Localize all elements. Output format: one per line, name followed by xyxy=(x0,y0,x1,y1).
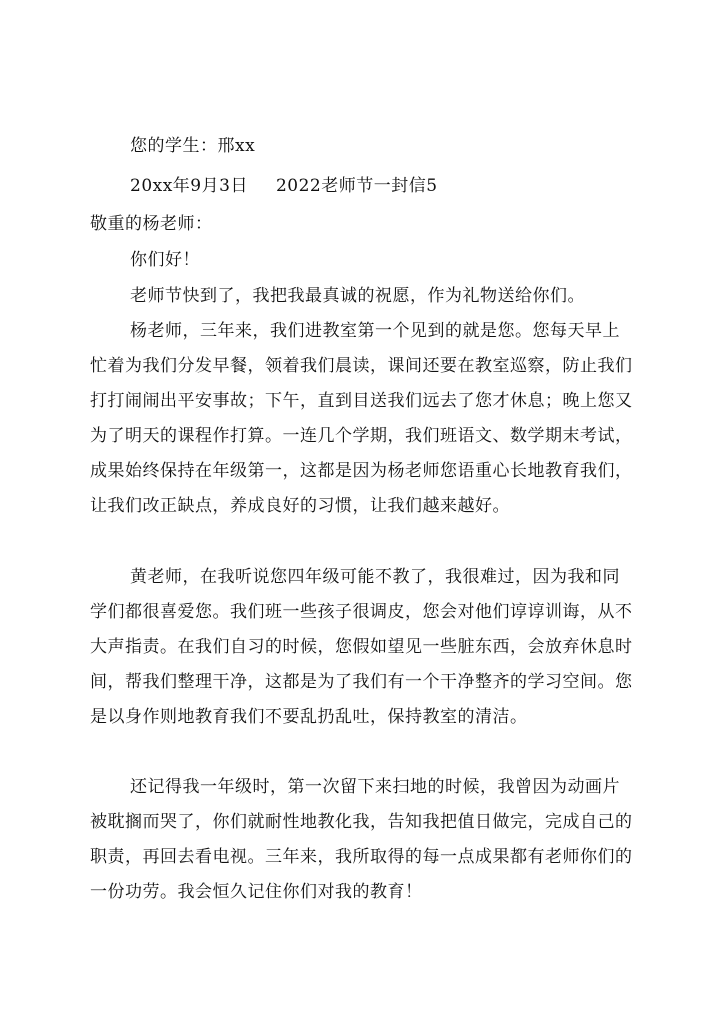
body-paragraph-2: 杨老师，三年来，我们进教室第一个见到的就是您。您每天早上忙着为我们分发早餐，领着我们晨读，课间还要在教室巡察，防止我们打打闹闹出平安事故；下午，直到目送我们远去了您才休息；晚上您又为了明天的课程作打算。一连几个学期，我们班语文、数学期末考试，成果始终保持在年级第一，这都是因为杨老师您语重心长地教育我们，让我们改正缺点，养成良好的习惯，让我们越来越好。 xyxy=(90,321,633,516)
body-paragraph-4: 还记得我一年级时，第一次留下来扫地的时候，我曾因为动画片被耽搁而哭了，你们就耐性地教化我，告知我把值日做完，完成自己的职责，再回去看电视。三年来，我所取得的每一点成果都有老师你们的一份功劳。我会恒久记住你们对我的教育！ xyxy=(90,777,633,902)
previous-letter-date: 20xx年9月3日 xyxy=(130,176,248,196)
previous-letter-signature: 您的学生：邢xx xyxy=(130,136,256,156)
body-paragraph-3: 黄老师，在我听说您四年级可能不教了，我很难过，因为我和同学们都很喜爱您。我们班一些孩子很调皮，您会对他们谆谆训诲，从不大声指责。在我们自习的时候，您假如望见一些脏东西，会放弃休息时间，帮我们整理干净，这都是为了我们有一个干净整齐的学习空间。您是以身作则地教育我们不要乱扔乱吐，保持教室的清洁。 xyxy=(90,567,633,727)
greeting: 你们好！ xyxy=(130,250,200,270)
salutation: 敬重的杨老师： xyxy=(90,214,213,234)
date-and-title-line xyxy=(130,176,670,196)
letter-title: 2022老师节一封信5 xyxy=(275,176,438,196)
body-paragraph-1: 老师节快到了，我把我最真诚的祝愿，作为礼物送给你们。 xyxy=(130,286,585,306)
